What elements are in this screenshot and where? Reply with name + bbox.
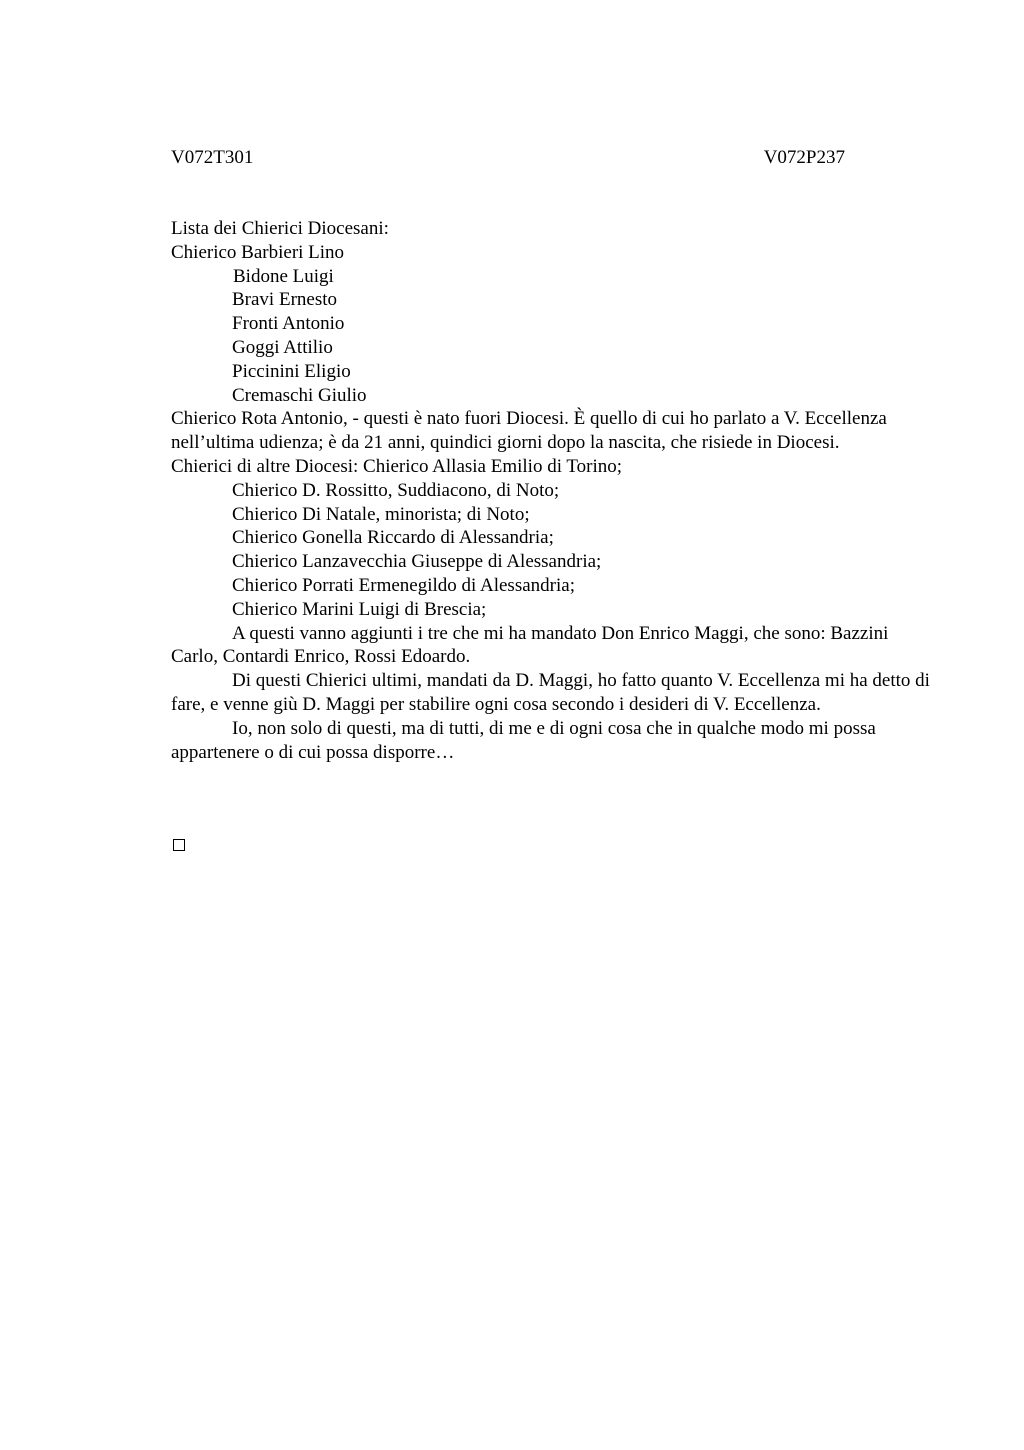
- diocesan-list-first: Chierico Barbieri Lino: [171, 241, 345, 263]
- page-header: [171, 146, 845, 170]
- document-page: [171, 0, 931, 1450]
- diocesan-list-item: Cremaschi Giulio: [232, 384, 367, 406]
- diocesan-list-title: Lista dei Chierici Diocesani:: [171, 218, 389, 239]
- document-code-right: V072P237: [763, 147, 845, 168]
- paragraph-maggi-instructions: Di questi Chierici ultimi, mandati da D. Maggi, ho fatto quanto V. Eccellenza mi ha detto di fare, e venne giù D. Maggi per stabilire ogni cosa secondo i desideri di V. Eccellenza.: [171, 670, 930, 715]
- other-dioceses-first: Chierici di altre Diocesi: Chierico Allasia Emilio di Torino;: [171, 455, 623, 477]
- other-dioceses-item: Chierico Di Natale, minorista; di Noto;: [232, 503, 530, 525]
- rota-paragraph: Chierico Rota Antonio, - questi è nato fuori Diocesi. È quello di cui ho parlato a V. Eccellenza nell’ultima udienza; è da 21 anni, quindici giorni dopo la nascita, che risiede in Diocesi.: [171, 408, 887, 454]
- other-dioceses-item: Chierico D. Rossitto, Suddiacono, di Noto;: [232, 479, 560, 501]
- diocesan-list-item: Goggi Attilio: [232, 336, 333, 358]
- diocesan-list-item: Fronti Antonio: [232, 313, 345, 335]
- letter-body: [171, 217, 931, 764]
- other-dioceses-item: Chierico Porrati Ermenegildo di Alessandria;: [232, 574, 575, 596]
- other-dioceses-item: Chierico Marini Luigi di Brescia;: [232, 598, 487, 620]
- other-dioceses-item: Chierico Lanzavecchia Giuseppe di Alessandria;: [232, 551, 602, 573]
- diocesan-list-item: Bravi Ernesto: [232, 289, 338, 311]
- paragraph-closing: Io, non solo di questi, ma di tutti, di me e di ogni cosa che in qualche modo mi possa appartenere o di cui possa disporre…: [171, 717, 876, 763]
- diocesan-list-item: Bidone Luigi: [233, 265, 334, 287]
- document-code-left: V072T301: [171, 147, 254, 168]
- diocesan-list-item: Piccinini Eligio: [232, 360, 351, 382]
- checkbox-square-icon: [173, 839, 185, 851]
- paragraph-maggi-additions: A questi vanno aggiunti i tre che mi ha mandato Don Enrico Maggi, che sono: Bazzini Carlo, Contardi Enrico, Rossi Edoardo.: [171, 622, 889, 668]
- other-dioceses-item: Chierico Gonella Riccardo di Alessandria;: [232, 527, 554, 549]
